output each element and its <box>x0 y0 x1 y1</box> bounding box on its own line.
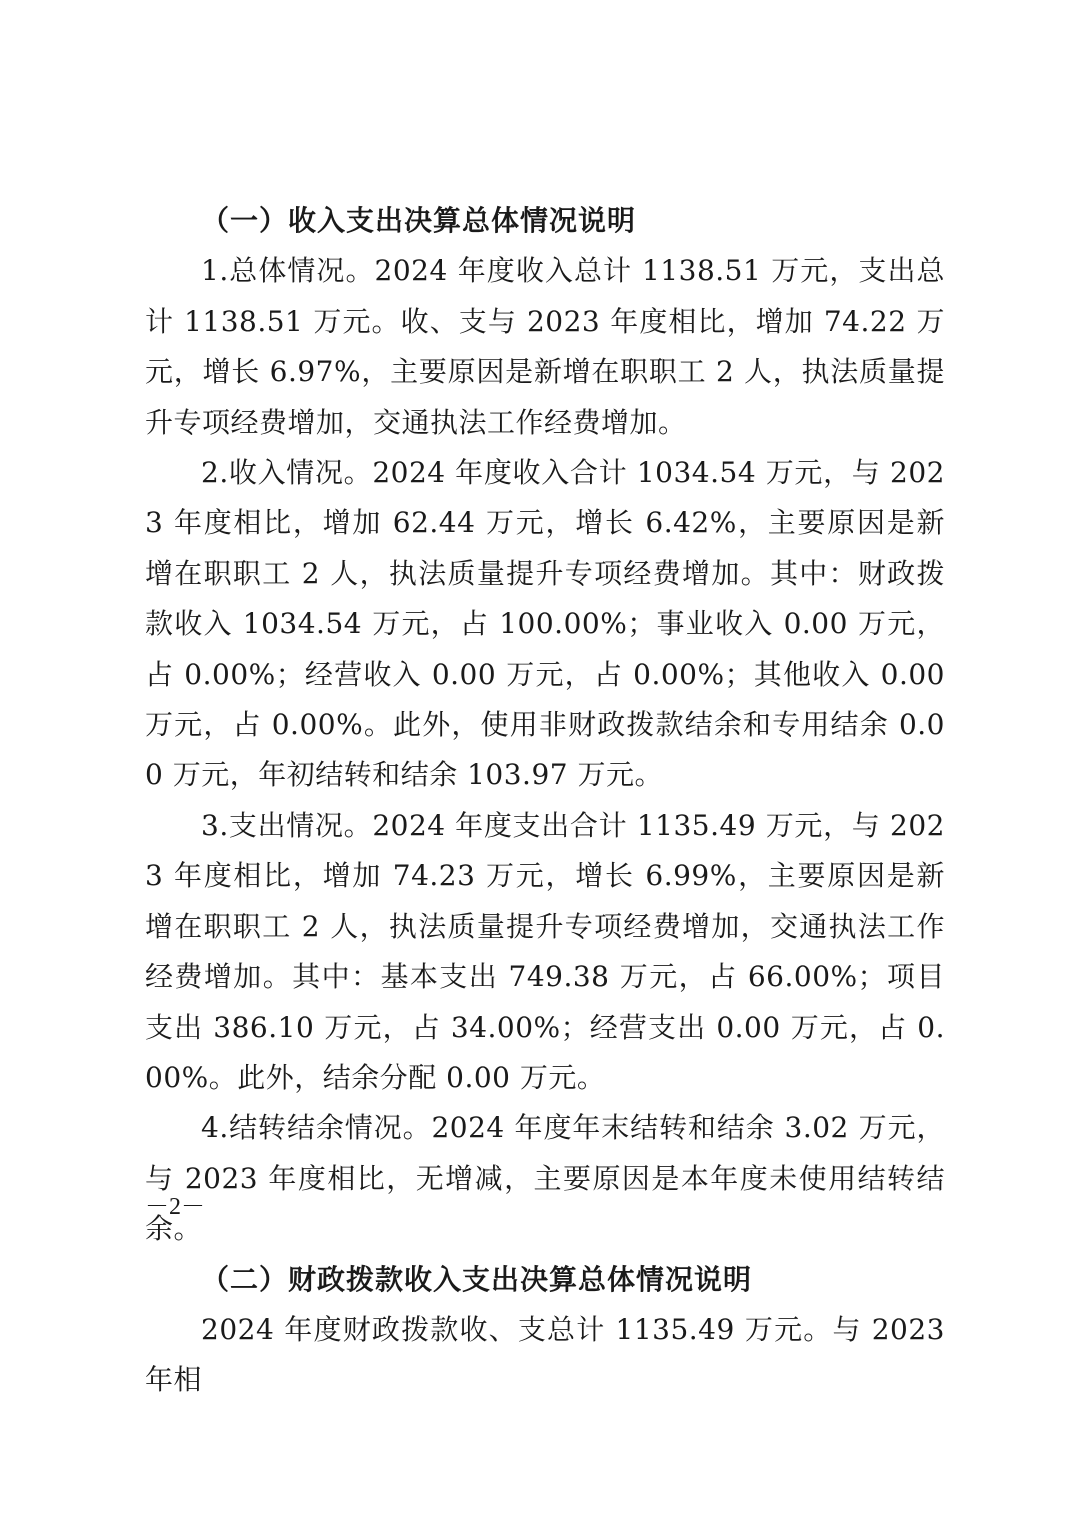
section-heading-income-expenditure: （一）收入支出决算总体情况说明 <box>201 204 637 237</box>
paragraph-expenditure: 3.支出情况。2024 年度支出合计 1135.49 万元，与 2023 年度相比，增加 74.23 万元，增长 6.99%，主要原因是新增在职职工 2 人，执法质量提升专项经费增加，交通执法工作经费增加。其中：基本支出 749.38 万元，占 66.00%；项目支出 386.10 万元，占 34.00%；经营支出 0.00 万元，占 0.00%。此外，结余分配 0.00 万元。 <box>145 808 945 1094</box>
paragraph-overall: 1.总体情况。2024 年度收入总计 1138.51 万元，支出总计 1138.51 万元。收、支与 2023 年度相比，增加 74.22 万元，增长 6.97%，主要原因是新增在职职工 2 人，执法质量提升专项经费增加，交通执法工作经费增加。 <box>145 254 945 439</box>
document-body <box>145 196 945 1406</box>
page-number: －2－ <box>145 1194 205 1220</box>
paragraph-income: 2.收入情况。2024 年度收入合计 1034.54 万元，与 2023 年度相比，增加 62.44 万元，增长 6.42%，主要原因是新增在职职工 2 人，执法质量提升专项经费增加。其中：财政拨款收入 1034.54 万元，占 100.00%；事业收入 0.00 万元，占 0.00%；经营收入 0.00 万元，占 0.00%；其他收入 0.00 万元，占 0.00%。此外，使用非财政拨款结余和专用结余 0.00 万元，年初结转和结余 103.97 万元。 <box>145 456 945 792</box>
paragraph-carryover: 4.结转结余情况。2024 年度年末结转和结余 3.02 万元，与 2023 年度相比，无增减，主要原因是本年度未使用结转结余。 <box>145 1111 945 1246</box>
section-heading-fiscal-appropriation: （二）财政拨款收入支出决算总体情况说明 <box>201 1262 753 1296</box>
paragraph-fiscal-total: 2024 年度财政拨款收、支总计 1135.49 万元。与 2023 年相 <box>145 1312 945 1397</box>
